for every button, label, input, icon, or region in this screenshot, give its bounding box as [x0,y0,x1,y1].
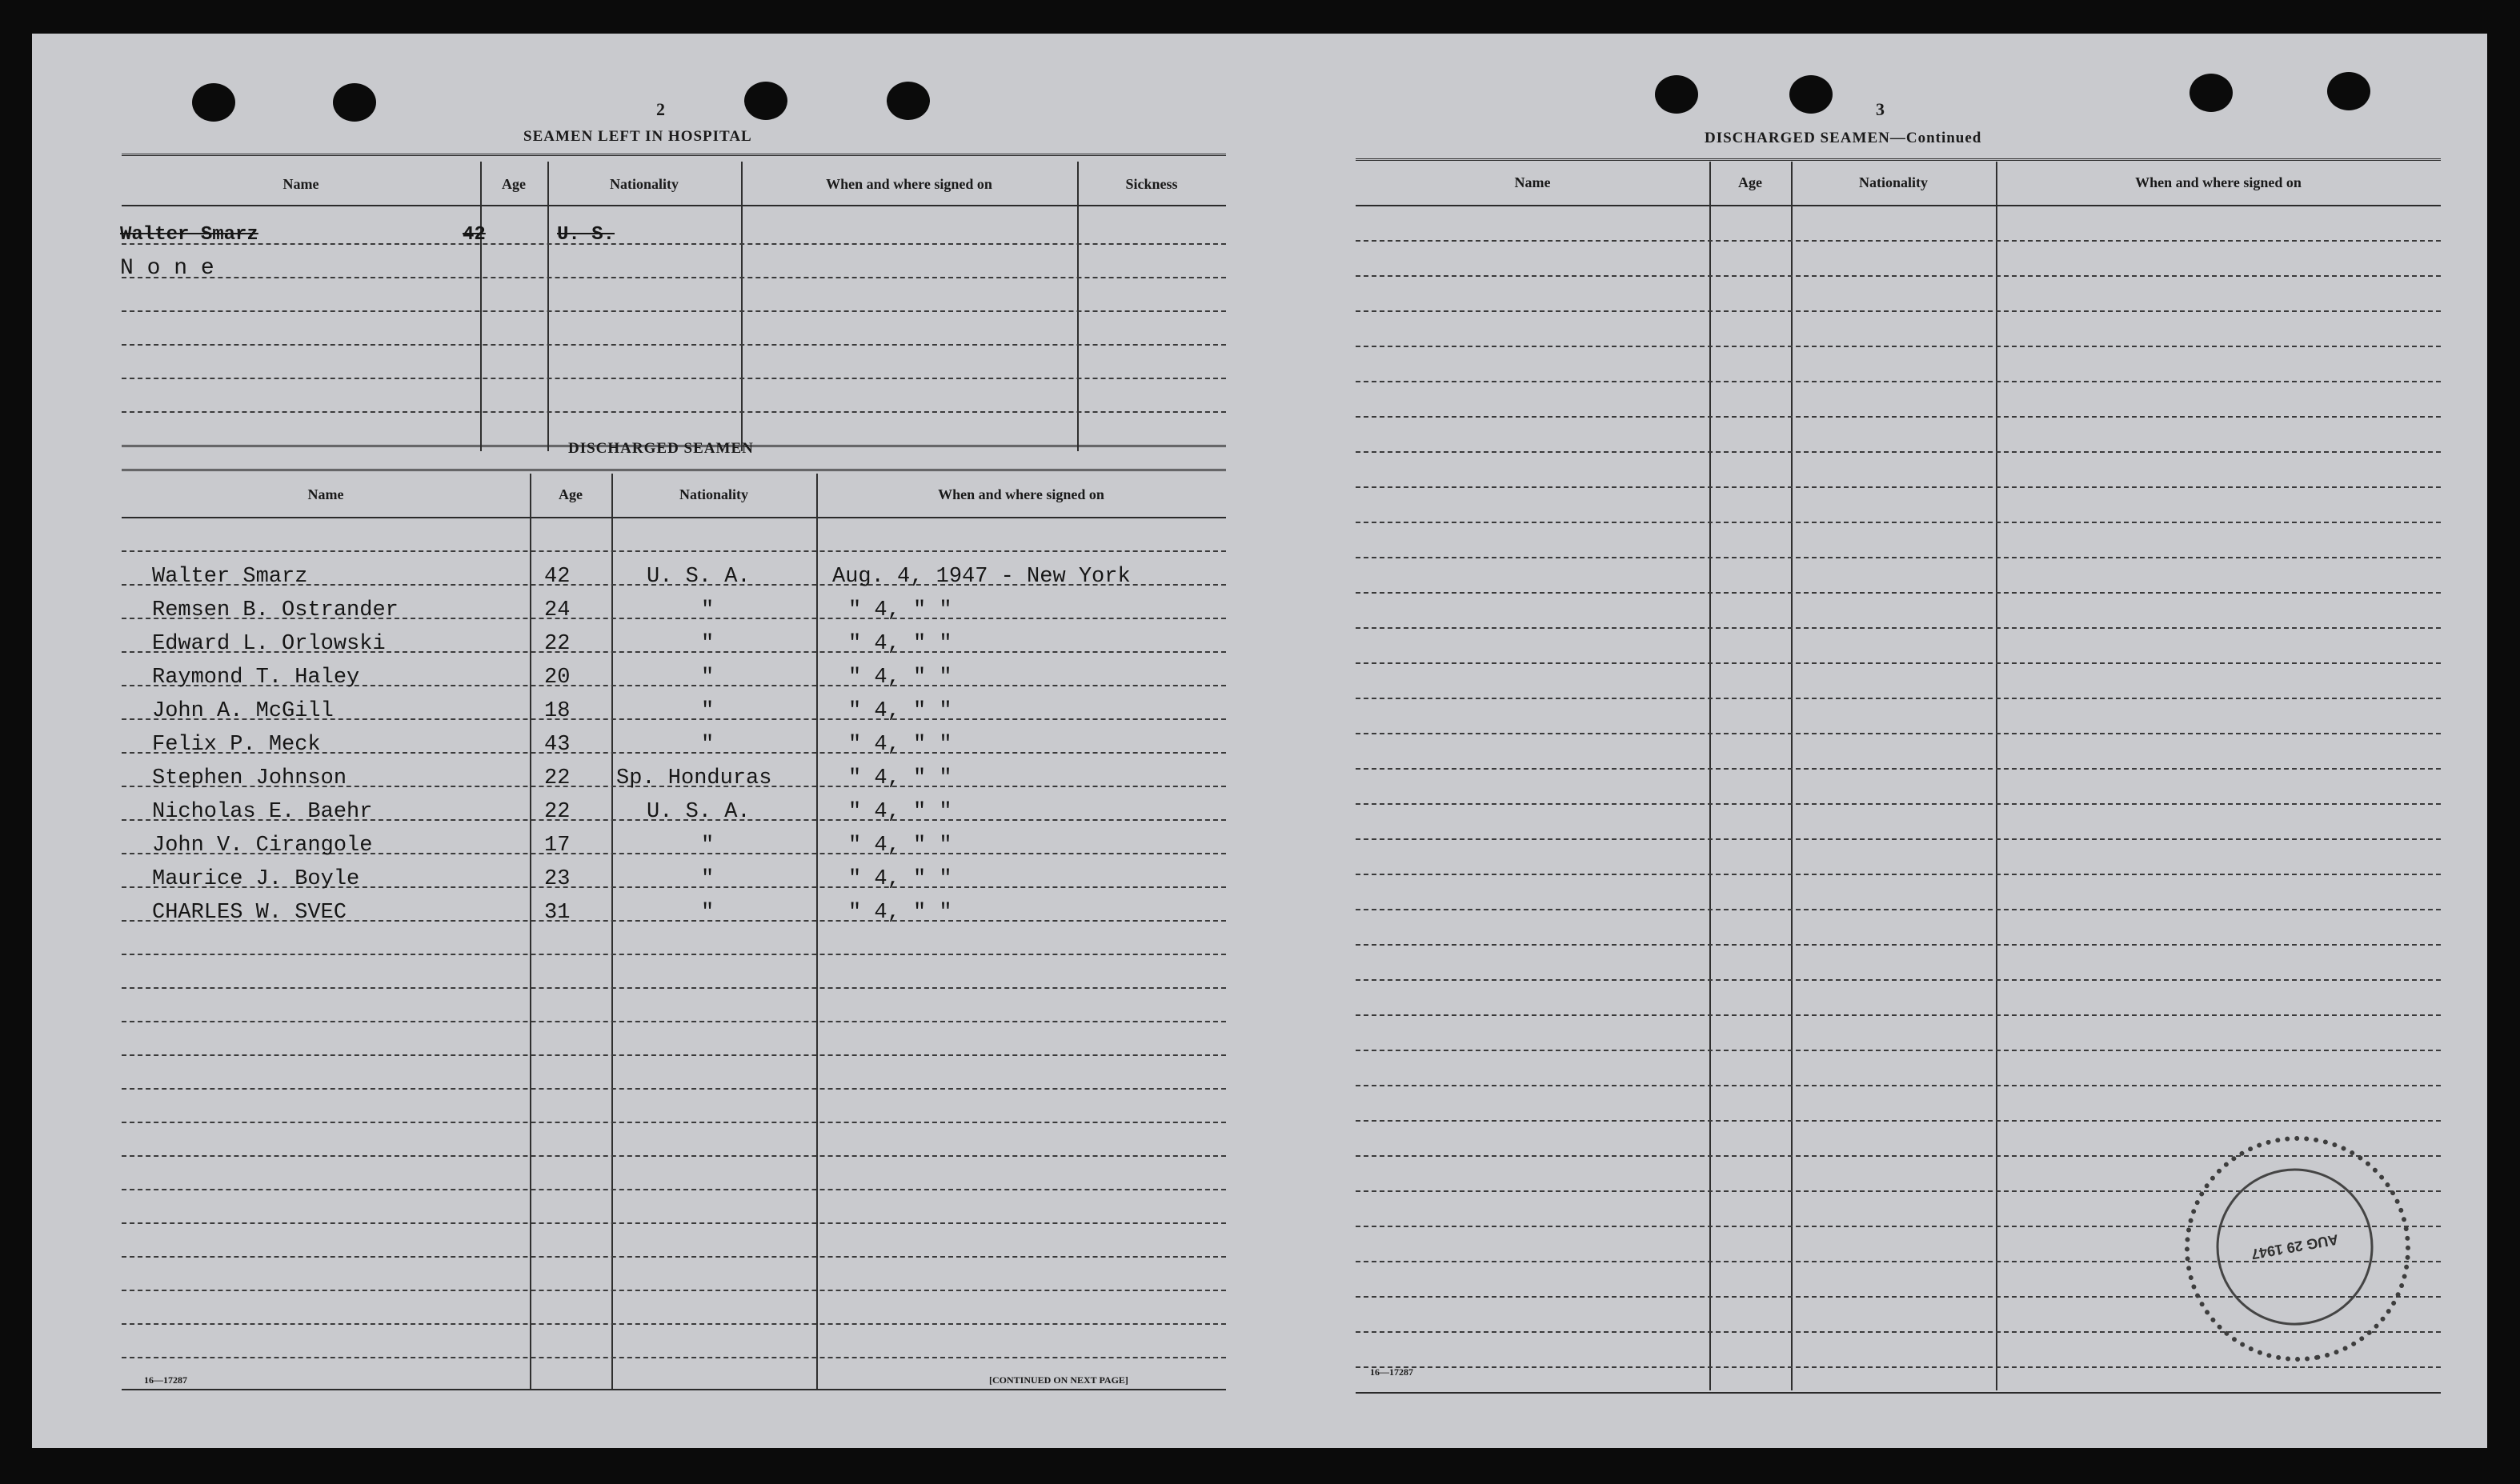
stamp-center [2204,1156,2386,1338]
form-number: 16—17287 [144,1374,187,1386]
column-divider [1077,162,1079,451]
seaman-name: CHARLES W. SVEC [152,901,347,925]
ruled-line [1356,1085,2441,1086]
ruled-line [1356,803,2441,805]
ruled-line [122,1054,1226,1056]
ruled-line [122,243,1226,245]
seaman-name: John V. Cirangole [152,834,373,858]
ruled-line [1356,1050,2441,1051]
right-header-signed-on: When and where signed on [2135,174,2302,190]
ruled-line [1356,451,2441,453]
seaman-age: 42 [544,565,571,589]
seaman-signed-on: " 4, " " [848,901,952,925]
seaman-nationality: " [701,666,715,690]
punch-hole [2327,72,2370,110]
ruled-line [1356,416,2441,418]
document-sheet [32,34,2487,1448]
seaman-name: Nicholas E. Baehr [152,800,373,824]
ruled-line [1356,557,2441,558]
ruled-line [1356,662,2441,664]
ruled-line [122,1357,1226,1358]
hospital-top-rule [122,154,1226,156]
ruled-line [122,1222,1226,1224]
ruled-line [122,378,1226,379]
hospital-section-title: SEAMEN LEFT IN HOSPITAL [523,128,752,145]
right-section-title-main: DISCHARGED SEAMEN [1705,130,1890,146]
receipt-stamp [2167,1118,2429,1380]
seaman-signed-on: " 4, " " [848,834,952,858]
discharged-header-signed-on: When and where signed on [938,486,1104,502]
seaman-age: 22 [544,800,571,824]
ruled-line [1356,874,2441,875]
seaman-nationality: " [701,867,715,891]
ruled-line [122,1323,1226,1325]
seaman-nationality: Sp. Honduras [616,766,772,790]
ruled-line [1356,909,2441,910]
struck-age: 42 [463,224,486,246]
seaman-nationality: U. S. A. [647,565,751,589]
ruled-line [122,310,1226,312]
continued-note: [CONTINUED ON NEXT PAGE] [989,1374,1128,1386]
ruled-line [122,277,1226,278]
seaman-name: Maurice J. Boyle [152,867,360,891]
ruled-line [1356,1366,2441,1368]
seaman-nationality: " [701,598,715,622]
column-divider [741,162,743,451]
seaman-name: Edward L. Orlowski [152,632,386,656]
ruled-line [1356,979,2441,981]
hospital-header-nationality: Nationality [609,176,679,192]
ruled-line [1356,275,2441,277]
punch-hole [2189,74,2233,112]
hospital-header-age: Age [502,176,526,192]
ruled-line [1356,1120,2441,1122]
seaman-nationality: " [701,632,715,656]
hospital-header-sickness: Sickness [1125,176,1178,192]
discharged-header-age: Age [559,486,583,502]
stamp-date: AUG 29 1947 [2250,1231,2340,1263]
page-number: 3 [1876,99,1885,119]
right-section-title [1705,130,1981,147]
seaman-age: 17 [544,834,571,858]
seaman-signed-on: " 4, " " [848,598,952,622]
seaman-signed-on: " 4, " " [848,699,952,723]
seaman-signed-on: " 4, " " [848,800,952,824]
seaman-nationality: " [701,834,715,858]
seaman-age: 18 [544,699,571,723]
seaman-signed-on: " 4, " " [848,666,952,690]
ruled-line [1356,698,2441,699]
hospital-header-name: Name [282,176,319,192]
ruled-line [1356,1014,2441,1016]
ruled-line [122,550,1226,552]
discharged-header-name: Name [307,486,344,502]
ruled-line [1356,944,2441,946]
seaman-age: 43 [544,733,571,757]
ruled-line [1356,627,2441,629]
form-number: 16—17287 [1370,1366,1413,1378]
right-bottom-rule [1356,1392,2441,1394]
hospital-header-signed-on: When and where signed on [826,176,992,192]
punch-hole [1789,75,1833,114]
seaman-name: Stephen Johnson [152,766,347,790]
page-number: 2 [656,99,665,119]
struck-nationality: U. S. [557,224,615,246]
ruled-line [1356,310,2441,312]
column-divider [480,162,482,451]
ruled-line [1356,240,2441,242]
ruled-line [1356,592,2441,594]
ruled-line [122,1155,1226,1157]
discharged-header-rule [122,517,1226,518]
right-section-title-suffix: —Continued [1889,130,1982,146]
seaman-signed-on: " 4, " " [848,733,952,757]
right-header-name: Name [1514,174,1551,190]
hospital-none-note: N o n e [120,256,214,281]
struck-name: Walter Smarz [120,224,258,246]
ruled-line [1356,486,2441,488]
seaman-age: 23 [544,867,571,891]
seaman-age: 31 [544,901,571,925]
seaman-name: Raymond T. Haley [152,666,360,690]
ruled-line [122,1189,1226,1190]
ruled-line [122,1122,1226,1123]
right-top-rule [1356,158,2441,161]
seaman-signed-on: " 4, " " [848,766,952,790]
seaman-age: 22 [544,632,571,656]
ruled-line [122,1290,1226,1291]
ruled-line [1356,522,2441,523]
punch-hole [192,83,235,122]
ruled-line [122,411,1226,413]
ruled-line [122,344,1226,346]
ruled-line [1356,381,2441,382]
ruled-line [1356,838,2441,840]
ruled-line [122,987,1226,989]
seaman-name: John A. McGill [152,699,334,723]
ruled-line [1356,733,2441,734]
column-divider [547,162,549,451]
seaman-nationality: " [701,733,715,757]
seaman-name: Remsen B. Ostrander [152,598,399,622]
seaman-nationality: U. S. A. [647,800,751,824]
punch-hole [744,82,787,120]
punch-hole [333,83,376,122]
ruled-line [122,1256,1226,1258]
right-header-nationality: Nationality [1858,174,1928,190]
seaman-nationality: " [701,901,715,925]
discharged-bottom-rule [122,1389,1226,1390]
seaman-nationality: " [701,699,715,723]
seaman-age: 22 [544,766,571,790]
seaman-name: Felix P. Meck [152,733,321,757]
ruled-line [122,1021,1226,1022]
right-header-age: Age [1738,174,1762,190]
hospital-header-rule [122,205,1226,206]
ruled-line [1356,768,2441,770]
ruled-line [1356,346,2441,347]
seaman-signed-on: " 4, " " [848,632,952,656]
punch-hole [1655,75,1698,114]
right-header-rule [1356,205,2441,206]
discharged-header-nationality: Nationality [679,486,748,502]
punch-hole [887,82,930,120]
seaman-name: Walter Smarz [152,565,308,589]
ruled-line [122,954,1226,955]
discharged-section-title: DISCHARGED SEAMEN [568,440,754,457]
seaman-age: 24 [544,598,571,622]
seaman-age: 20 [544,666,571,690]
seaman-signed-on: " 4, " " [848,867,952,891]
column-divider [530,474,531,1389]
seaman-signed-on: Aug. 4, 1947 - New York [832,565,1131,589]
column-divider [611,474,613,1389]
discharged-top-rule [122,469,1226,471]
ruled-line [122,1088,1226,1090]
column-divider [816,474,818,1389]
